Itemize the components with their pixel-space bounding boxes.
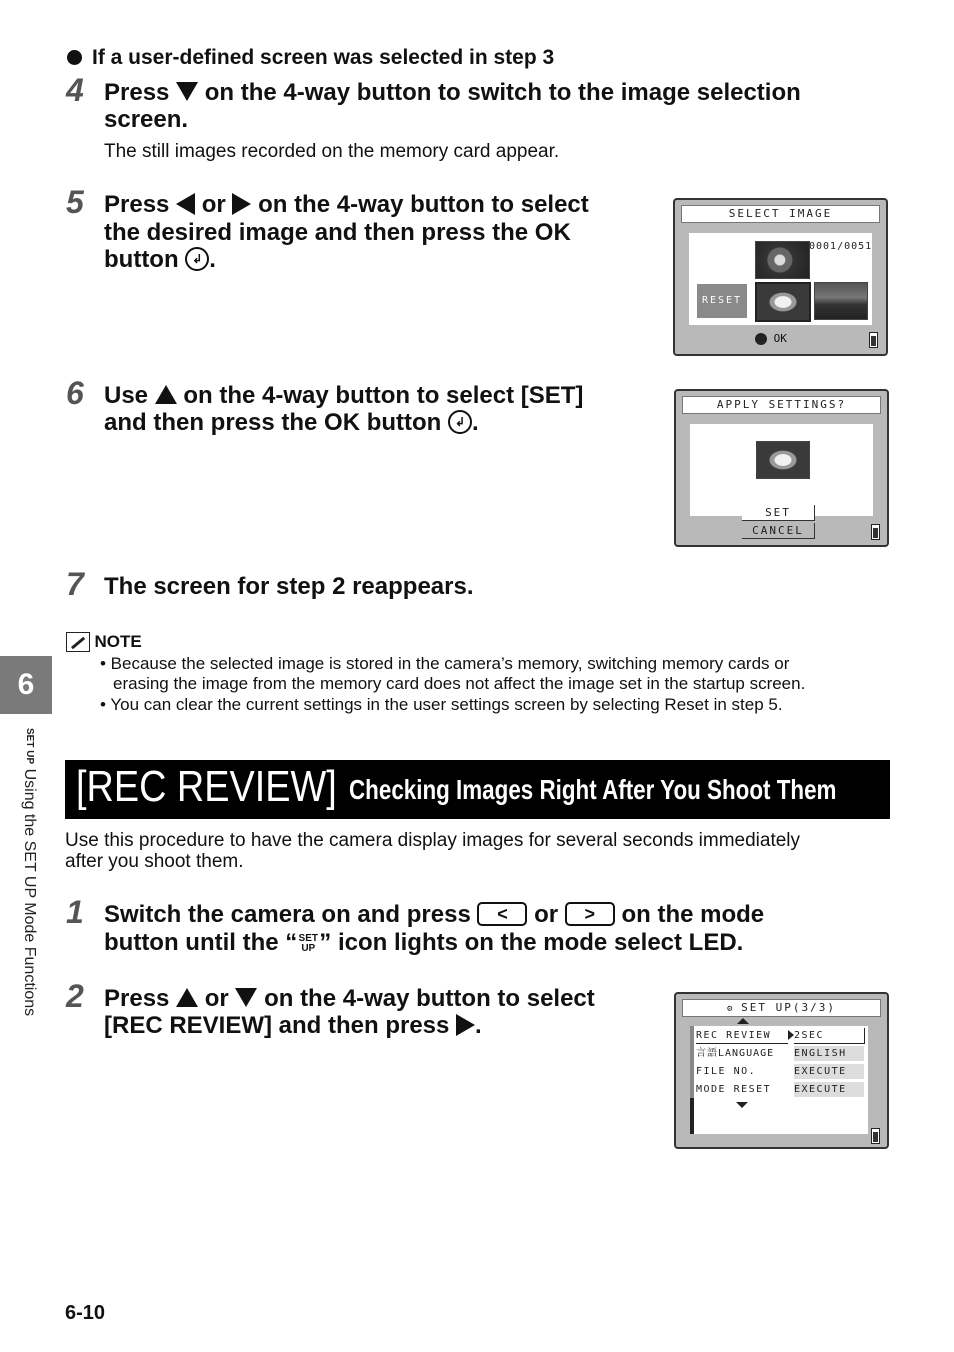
lcd-apply-settings xyxy=(674,389,889,547)
setup-mode-icon: ⚙ xyxy=(727,1004,733,1014)
up-arrow-icon xyxy=(176,988,198,1007)
scroll-down-icon xyxy=(736,1102,748,1108)
menu-row-value: ENGLISH xyxy=(794,1046,864,1061)
menu-row-label: MODE RESET xyxy=(696,1084,772,1095)
setup-mode-icon: SET UP xyxy=(298,932,318,954)
menu-row-value: 2SEC xyxy=(794,1028,865,1044)
mode-left-button-icon: < xyxy=(477,902,527,926)
menu-row-label: REC REVIEW xyxy=(696,1028,788,1044)
note-bullet-1a: • Because the selected image is stored in the camera’s memory, switching memory cards or xyxy=(100,654,790,673)
note-bullet-1b: erasing the image from the memory card does not affect the image set in the startup screen. xyxy=(113,674,806,693)
step-number: 5 xyxy=(66,184,84,220)
lcd-title: SELECT IMAGE xyxy=(681,205,880,223)
stepB2-line2: [REC REVIEW] and then press . xyxy=(104,1012,482,1039)
stepB2-line1: Press or on the 4-way button to select xyxy=(104,985,595,1012)
step4-description: The still images recorded on the memory card appear. xyxy=(104,141,560,162)
cancel-option[interactable]: CANCEL xyxy=(742,523,815,539)
menu-row-value: EXECUTE xyxy=(794,1064,864,1079)
step-number: 2 xyxy=(66,978,84,1014)
side-section-label: SET UP Using the SET UP Mode Functions xyxy=(21,728,38,1017)
stepB1-line1: Switch the camera on and press < or > on the mode xyxy=(104,901,765,928)
menu-row-value: EXECUTE xyxy=(794,1082,864,1097)
step4-line2: screen. xyxy=(104,106,189,133)
section-banner xyxy=(65,760,890,819)
menu-row[interactable] xyxy=(696,1028,866,1044)
thumbnail-butterfly xyxy=(755,282,811,322)
intro-line1: Use this procedure to have the camera display images for several seconds immediately xyxy=(65,830,801,851)
ok-button-icon xyxy=(755,333,767,345)
scroll-up-icon xyxy=(737,1018,749,1024)
battery-icon xyxy=(871,524,880,540)
note-header: NOTE xyxy=(66,632,142,652)
banner-subtitle: Checking Images Right After You Shoot Them xyxy=(349,774,837,805)
set-option[interactable]: SET xyxy=(742,505,815,521)
step7-line1: The screen for step 2 reappears. xyxy=(104,573,474,600)
setup-mode-icon: SET UP xyxy=(24,728,35,765)
note-pencil-icon xyxy=(66,632,90,652)
mode-right-button-icon: > xyxy=(565,902,615,926)
step4-line1: Press on the 4-way button to switch to the image selection xyxy=(104,79,801,106)
menu-row[interactable] xyxy=(696,1082,866,1098)
stepB1-line2: button until the “SET UP ” icon lights on the mode select LED. xyxy=(104,929,744,956)
step5-line1: Press or on the 4-way button to select xyxy=(104,191,589,218)
lcd-title: APPLY SETTINGS? xyxy=(682,396,881,414)
battery-icon xyxy=(871,1128,880,1144)
thumbnail-landscape xyxy=(814,282,868,320)
down-arrow-icon xyxy=(235,988,257,1007)
step-number: 7 xyxy=(66,566,84,602)
step6-line2: and then press the OK button ↲ . xyxy=(104,409,479,436)
step-number: 6 xyxy=(66,375,84,411)
menu-row-label: FILE NO. xyxy=(696,1066,757,1077)
intro-line2: after you shoot them. xyxy=(65,851,244,872)
battery-icon xyxy=(869,332,878,348)
menu-row[interactable] xyxy=(696,1046,866,1062)
thumbnail-flower xyxy=(755,241,810,279)
step5-line2: the desired image and then press the OK xyxy=(104,219,571,246)
step-number: 4 xyxy=(66,72,84,108)
image-counter: 0001/0051 xyxy=(809,241,873,252)
lcd-setup-menu xyxy=(674,992,889,1149)
bullet-dot-icon xyxy=(67,50,82,65)
note-bullet-2: • You can clear the current settings in the user settings screen by selecting Reset in step 5. xyxy=(100,695,783,714)
right-arrow-icon xyxy=(456,1014,475,1036)
reset-button[interactable]: RESET xyxy=(697,284,747,318)
ok-button-icon: ↲ xyxy=(185,247,209,271)
lcd-title: ⚙ SET UP(3/3) xyxy=(682,999,881,1017)
menu-row-label: 言語LANGUAGE xyxy=(696,1048,775,1059)
lcd-select-image xyxy=(673,198,888,356)
step-number: 1 xyxy=(66,894,84,930)
up-arrow-icon xyxy=(155,385,177,404)
menu-row[interactable] xyxy=(696,1064,866,1080)
page-number: 6-10 xyxy=(65,1302,106,1324)
ok-button-icon: ↲ xyxy=(448,410,472,434)
banner-title: [REC REVIEW] xyxy=(76,762,337,811)
bullet-heading: If a user-defined screen was selected in step 3 xyxy=(67,46,554,70)
scrollbar-thumb xyxy=(690,1098,694,1134)
chapter-tab: 6 xyxy=(0,656,52,714)
step6-line1: Use on the 4-way button to select [SET] xyxy=(104,382,584,409)
step5-line3: button ↲ . xyxy=(104,246,216,273)
ok-hint: OK xyxy=(755,332,787,345)
down-arrow-icon xyxy=(176,82,198,101)
right-arrow-icon xyxy=(232,193,251,215)
thumbnail-butterfly xyxy=(756,441,810,479)
left-arrow-icon xyxy=(176,193,195,215)
